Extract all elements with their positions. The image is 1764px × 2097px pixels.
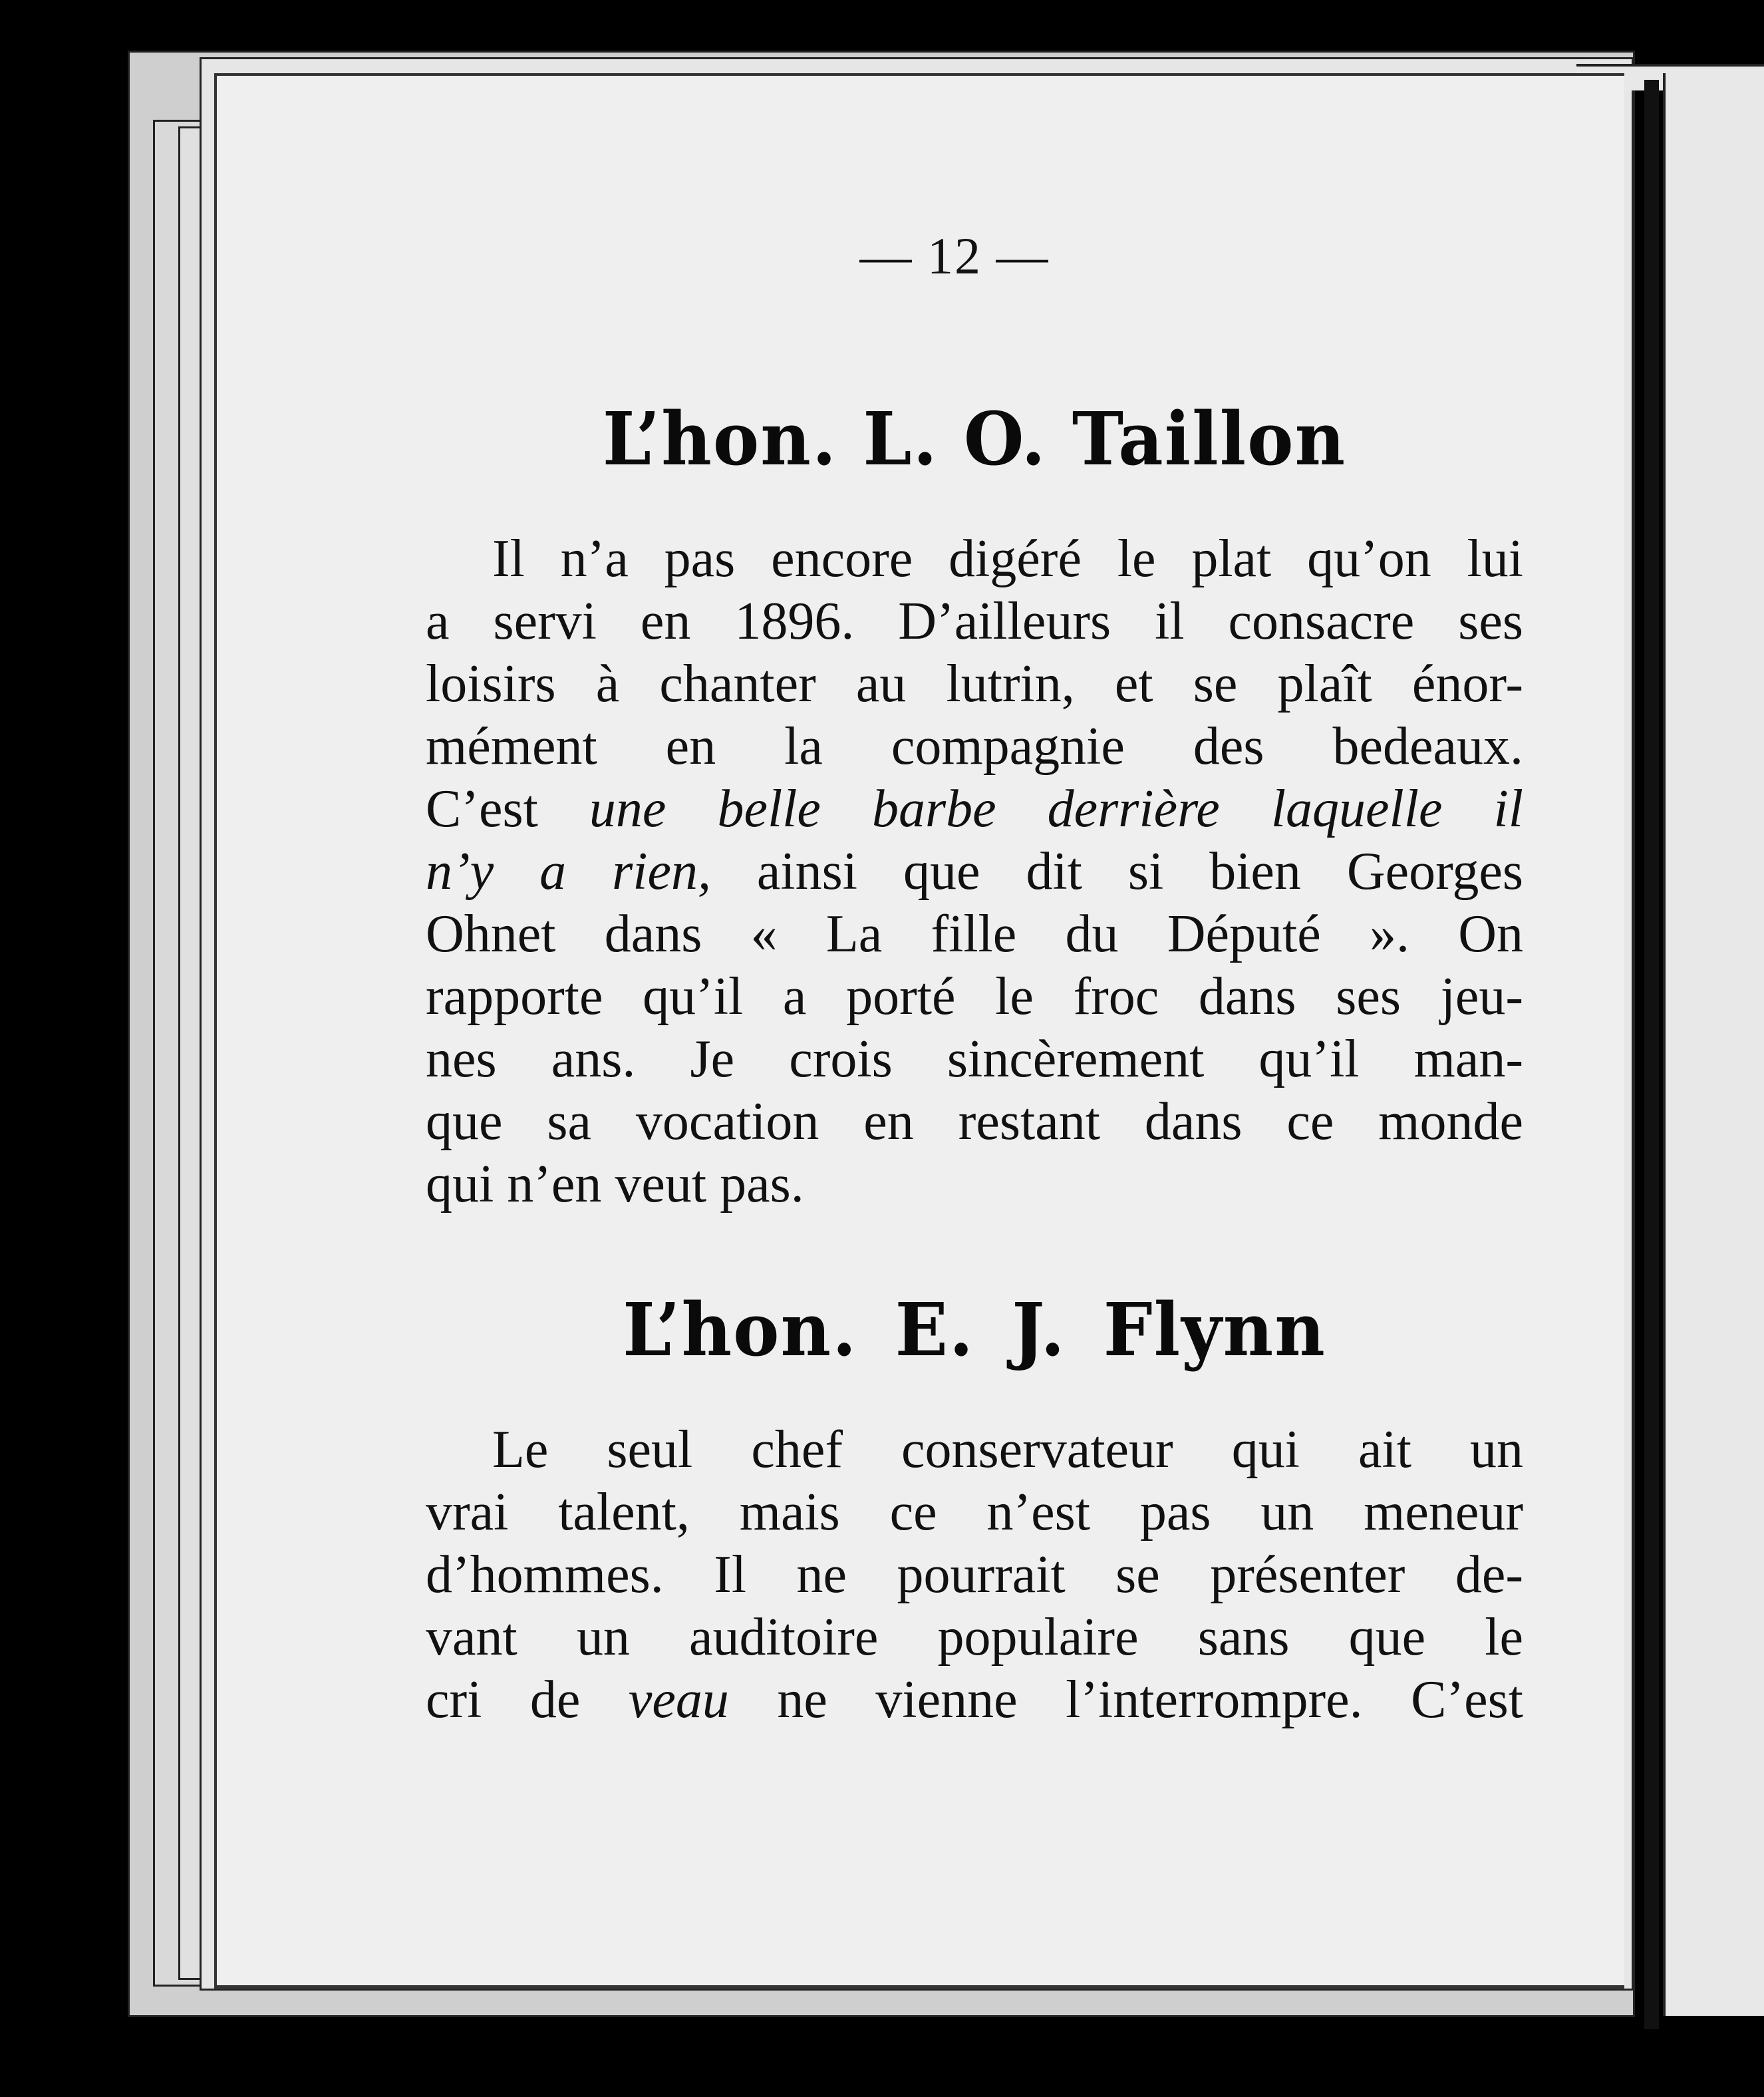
text-line: cri de veau ne vienne l’interrompre. C’est — [426, 1671, 1523, 1729]
text-line: loisirs à chanter au lutrin, et se plaît énor- — [426, 655, 1523, 713]
text-line: C’est une belle barbe derrière laquelle il — [426, 780, 1523, 838]
text-line: d’hommes. Il ne pourrait se présenter de- — [426, 1545, 1523, 1604]
paragraph-taillon — [426, 528, 1523, 1215]
text-line: qui n’en veut pas. — [426, 1155, 804, 1213]
text-line: rapporte qu’il a porté le froc dans ses jeu- — [426, 967, 1523, 1026]
text-line: nes ans. Je crois sincèrement qu’il man- — [426, 1030, 1523, 1088]
section-heading-flynn: L’hon. E. J. Flynn — [623, 1286, 1326, 1373]
text-line: n’y a rien, ainsi que dit si bien Georges — [426, 842, 1524, 901]
paragraph-flynn — [426, 1418, 1523, 1731]
page-content — [426, 226, 1523, 1731]
book-binding — [1644, 80, 1659, 2029]
text-line: Ohnet dans « La fille du Député ». On — [426, 905, 1523, 963]
text-line: vant un auditoire populaire sans que le — [426, 1608, 1523, 1667]
text-line: que sa vocation en restant dans ce monde — [426, 1092, 1523, 1151]
text-line: a servi en 1896. D’ailleurs il consacre ses — [426, 592, 1523, 651]
text-line: vrai talent, mais ce n’est pas un meneur — [426, 1483, 1523, 1541]
page-number: — 12 — — [859, 227, 1050, 285]
text-line: Il n’a pas encore digéré le plat qu’on lui — [492, 530, 1523, 588]
text-line: mément en la compagnie des bedeaux. — [426, 717, 1523, 776]
text-line: Le seul chef conservateur qui ait un — [492, 1420, 1523, 1479]
section-heading-taillon: L’hon. L. O. Taillon — [602, 395, 1347, 482]
facing-page — [1663, 73, 1764, 2016]
